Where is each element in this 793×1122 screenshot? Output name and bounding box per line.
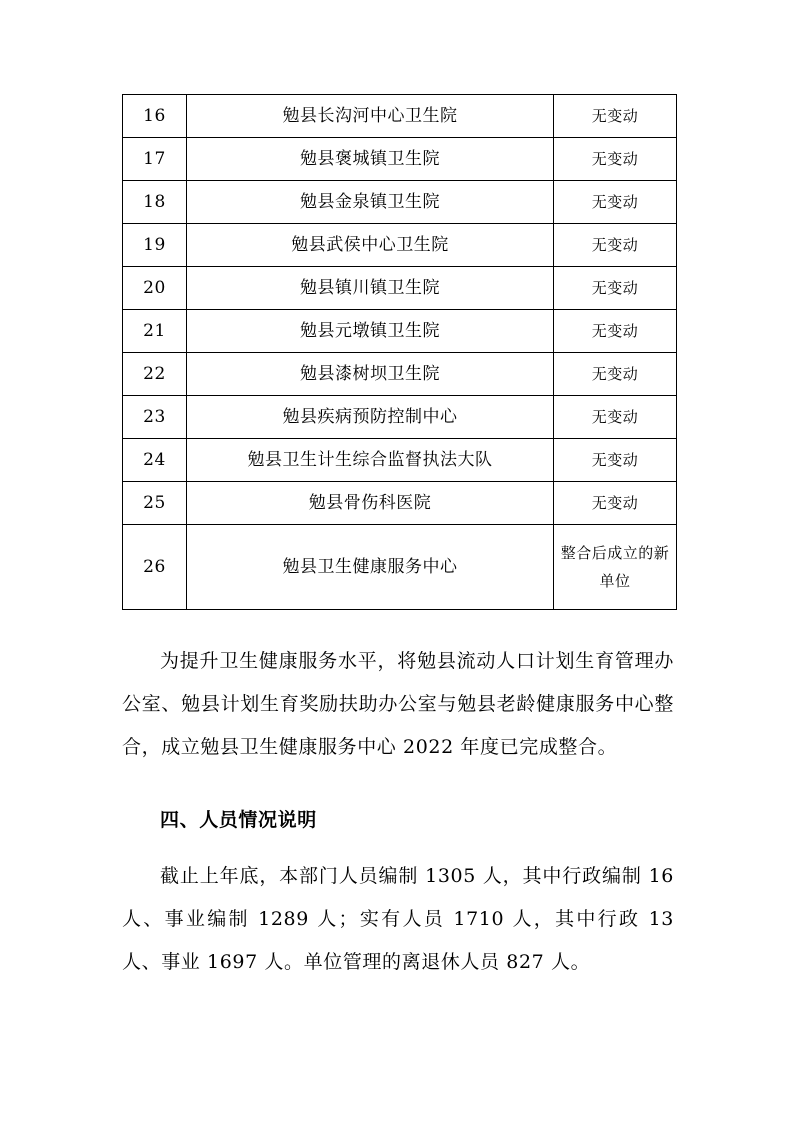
row-name: 勉县褒城镇卫生院	[187, 138, 554, 181]
row-name: 勉县武侯中心卫生院	[187, 224, 554, 267]
table-row	[123, 439, 677, 482]
row-note: 无变动	[554, 267, 677, 310]
row-name: 勉县元墩镇卫生院	[187, 310, 554, 353]
row-index: 23	[123, 396, 187, 439]
row-name: 勉县漆树坝卫生院	[187, 353, 554, 396]
table-row	[123, 224, 677, 267]
row-name: 勉县骨伤科医院	[187, 482, 554, 525]
row-index: 21	[123, 310, 187, 353]
row-note: 无变动	[554, 181, 677, 224]
institution-table	[122, 94, 677, 610]
paragraph-personnel-text: 截止上年底，本部门人员编制 1305 人，其中行政编制 16 人、事业编制 1289 人；实有人员 1710 人，其中行政 13 人、事业 1697 人。单位管理的离退休人员 827 人。	[122, 865, 674, 973]
row-name: 勉县卫生健康服务中心	[187, 525, 554, 610]
row-index: 18	[123, 181, 187, 224]
row-note: 无变动	[554, 439, 677, 482]
row-index: 19	[123, 224, 187, 267]
row-index: 17	[123, 138, 187, 181]
table-row	[123, 396, 677, 439]
row-name: 勉县卫生计生综合监督执法大队	[187, 439, 554, 482]
row-index: 22	[123, 353, 187, 396]
paragraph-personnel	[122, 855, 674, 984]
row-index: 20	[123, 267, 187, 310]
paragraph-integration-text: 为提升卫生健康服务水平，将勉县流动人口计划生育管理办公室、勉县计划生育奖励扶助办公室与勉县老龄健康服务中心整合，成立勉县卫生健康服务中心 2022 年度已完成整合。	[122, 650, 674, 758]
table-row	[123, 138, 677, 181]
table-row	[123, 267, 677, 310]
row-note: 无变动	[554, 482, 677, 525]
table-row	[123, 181, 677, 224]
table-row	[123, 482, 677, 525]
row-index: 24	[123, 439, 187, 482]
row-note: 无变动	[554, 353, 677, 396]
row-name: 勉县金泉镇卫生院	[187, 181, 554, 224]
row-note: 无变动	[554, 224, 677, 267]
row-note: 整合后成立的新单位	[554, 525, 677, 610]
row-name: 勉县镇川镇卫生院	[187, 267, 554, 310]
table-row	[123, 310, 677, 353]
section-heading-personnel: 四、人员情况说明	[160, 809, 317, 831]
paragraph-integration	[122, 640, 674, 769]
row-note: 无变动	[554, 95, 677, 138]
row-note: 无变动	[554, 310, 677, 353]
row-note: 无变动	[554, 138, 677, 181]
table-row	[123, 525, 677, 610]
row-index: 26	[123, 525, 187, 610]
row-index: 25	[123, 482, 187, 525]
table-row	[123, 353, 677, 396]
row-name: 勉县疾病预防控制中心	[187, 396, 554, 439]
table-row	[123, 95, 677, 138]
row-note: 无变动	[554, 396, 677, 439]
table-body	[123, 95, 677, 610]
row-index: 16	[123, 95, 187, 138]
row-name: 勉县长沟河中心卫生院	[187, 95, 554, 138]
